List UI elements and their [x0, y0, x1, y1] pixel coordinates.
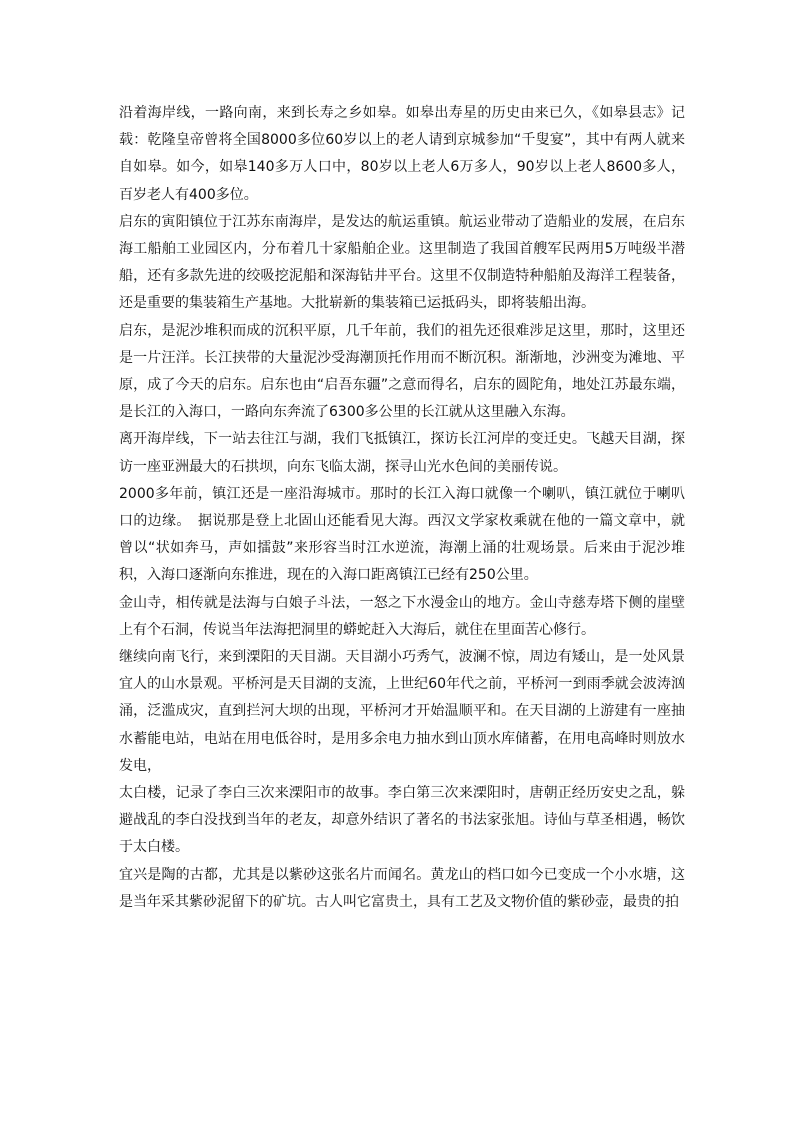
paragraph-rugao: 沿着海岸线，一路向南，来到长寿之乡如皋。如皋出寿星的历史由来已久，《如皋县志》记载：乾隆皇帝曾将全国8000多位60岁以上的老人请到京城参加“千叟宴”，其中有两人就来自如皋。如今，如皋140多万人口中，80岁以上老人6万多人，90岁以上老人8600多人，百岁老人有400多位。	[119, 105, 685, 203]
paragraph-yinyang-town: 启东的寅阳镇位于江苏东南海岸，是发达的航运重镇。航运业带动了造船业的发展，在启东海工船舶工业园区内，分布着几十家船舶企业。这里制造了我国首艘军民两用5万吨级半潜船，还有多款先进的绞吸挖泥船和深海钻井平台。这里不仅制造特种船舶及海洋工程装备，还是重要的集装箱生产基地。大批崭新的集装箱已运抵码头，即将装船出海。	[119, 213, 685, 312]
paragraph-taibai-tower: 太白楼，记录了李白三次来溧阳市的故事。李白第三次来溧阳时，唐朝正经历安史之乱，躲避战乱的李白没找到当年的老友，却意外结识了著名的书法家张旭。诗仙与草圣相遇，畅饮于太白楼。	[119, 785, 685, 856]
paragraph-yixing: 宜兴是陶的古都，尤其是以紫砂这张名片而闻名。黄龙山的档口如今已变成一个小水塘，这是当年采其紫砂泥留下的矿坑。古人叫它富贵土，具有工艺及文物价值的紫砂壶，最贵的拍	[119, 866, 685, 910]
paragraph-zhenjiang: 2000多年前，镇江还是一座沿海城市。那时的长江入海口就像一个喇叭，镇江就位于喇叭口的边缘。 据说那是登上北固山还能看见大海。西汉文学家枚乘就在他的一篇文章中，就曾以“状如奔马，声如擂鼓”来形容当时江水逆流，海潮上涌的壮观场景。后来由于泥沙堆积，入海口逐渐向东推进，现在的入海口距离镇江已经有250公里。	[119, 485, 685, 584]
paragraph-qidong: 启东，是泥沙堆积而成的沉积平原，几千年前，我们的祖先还很难涉足这里，那时，这里还是一片汪洋。长江挟带的大量泥沙受海潮顶托作用而不断沉积。渐渐地，沙洲变为滩地、平原，成了今天的启东。启东也由“启吾东疆”之意而得名，启东的圆陀角，地处江苏最东端，是长江的入海口，一路向东奔流了6300多公里的长江就从这里融入东海。	[119, 322, 685, 421]
paragraph-jinshan-temple: 金山寺，相传就是法海与白娘子斗法，一怒之下水漫金山的地方。金山寺慈寿塔下侧的崖壁上有个石洞，传说当年法海把洞里的蟒蛇赶入大海后，就住在里面苦心修行。	[119, 594, 685, 638]
paragraph-leaving-coast: 离开海岸线，下一站去往江与湖，我们飞抵镇江，探访长江河岸的变迁史。飞越天目湖，探访一座亚洲最大的石拱坝，向东飞临太湖，探寻山光水色间的美丽传说。	[119, 431, 685, 475]
paragraph-tianmu-lake: 继续向南飞行，来到溧阳的天目湖。天目湖小巧秀气，波澜不惊，周边有矮山，是一处风景宜人的山水景观。平桥河是天目湖的支流，上世纪60年代之前，平桥河一到雨季就会波涛汹涌，泛滥成灾，直到拦河大坝的出现，平桥河才开始温顺平和。在天目湖的上游建有一座抽水蓄能电站，电站在用电低谷时，是用多余电力抽水到山顶水库储蓄，在用电高峰时则放水发电，	[119, 649, 685, 774]
document-body	[119, 100, 685, 916]
